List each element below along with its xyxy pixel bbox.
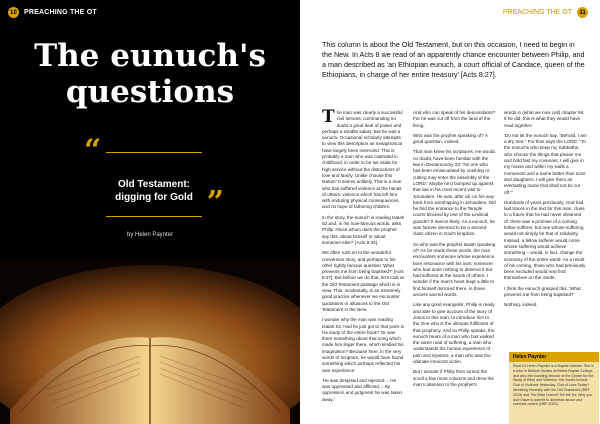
paragraph: We often rush on to the wonderful conversion story, and perhaps to his other rightly famous question 'What prevents me from being baptised?' [Acts 8:37]. But before we do that, let's look at the Old Testament passage which is in view. This, incidentally, is an extremely good practice whenever we encounter quotations or allusions to the Old Testament in the New. [322, 250, 404, 312]
paragraph: I wonder why the man was reading Isaiah 53. Had he just got to that point in his study of the entire book? Or was there something about that song which made him linger there, which kindled his imagination? Because here, in the very words of scripture, he would have found something which perhaps reflected his own experience: [322, 317, 405, 373]
title-line-2: questions [65, 74, 235, 110]
paragraph: Who was the prophet speaking of? A good question, indeed. [413, 132, 488, 145]
page-number-badge: 10 [8, 7, 19, 18]
series-title-line-2: digging for Gold [115, 192, 193, 203]
byline: by Helen Paynter [126, 232, 174, 238]
column-2 [413, 110, 496, 407]
paragraph-text: he man was clearly a successful civil servant, commanding no doubt a good deal of power and perhaps a sizable salary. But he was a eunuch. Occasional scholarly attempts to view this description as metaphorical have largely been overruled. This is probably a man who was castrated in childhood, in order to be set aside for high service without the distractions of love and family. Unlike choose this status? It seems unlikely. This is a man who has suffered violence at the hands of others; violence which has left him with enduring physical consequences, and no hope of fathering children. [322, 110, 403, 210]
top-rule [106, 152, 202, 153]
paragraph: 'Do not let the eunuch say, "Behold, I am a dry tree." For thus says the LORD: "To the eunuchs who keep my Sabbaths, who choose the things that please me and hold fast my covenant, I will give in my house and within my walls a monument and a name better than sons and daughters; I will give them an everlasting name that shall not be cut off."' [504, 132, 587, 195]
paragraph [322, 107, 405, 211]
section-label: PREACHING THE OT [24, 9, 97, 16]
page-number-badge: 11 [577, 7, 588, 18]
intro-paragraph: This column is about the Old Testament, but on this occasion, I need to begin in the New. In Acts 8 we read of an apparently chance encounter between Philip, and a man described as 'an Ethiopian eunuch, a court official of Candace, queen of the Ethiopians, in charge of her entire treasury' [Acts 8:27]. [322, 40, 585, 79]
paragraph: Nothing, indeed. [504, 302, 538, 308]
paragraph: So who was the prophet Isaiah speaking of? As he reads these words, the man encounters someone whose experience bore resonance with his own; someone who had done nothing to deserve it but had suffered at the hands of others. I wonder if the man's heart leapt a little to find himself mirrored there, in those ancient sacred words. [413, 241, 496, 298]
left-page-header [8, 7, 97, 18]
right-page [300, 0, 600, 424]
series-title [102, 178, 206, 204]
article-title [0, 38, 300, 110]
bio-text: Revd Dr Helen Paynter is a Baptist minister. She is a tutor in Biblical Studies at Bristol Baptist College, and also the founding director of the Centre for the Study of Bible and Violence. Her books include God of Violence Yesterday, God of Love Today? Wrestling Honestly with the Old Testament (BRF 2019) and The Bible Doesn't Tell Me So: Why you don't have to submit to domestic abuse and coercive control (BRF 2020). [513, 364, 594, 407]
open-bible-image [0, 260, 300, 424]
paragraph: I think the eunuch grasped this. 'What prevents me from being baptised?' [504, 285, 581, 298]
paragraph: In the story, the eunuch is reading Isaiah 53 and, in his now-famous words, asks Philip 'About whom does the prophet say this, about himself or about someone else?' [Acts 8:34]. [322, 214, 405, 245]
paragraph: And who can speak of his descendants? For he was cut off from the land of the living. [413, 110, 496, 128]
drop-cap: T [322, 107, 335, 127]
paragraph: Like any good evangelist, Philip is ready and able to give account of the story of Jesus to this man; to introduce him to the One who is the ultimate fulfilment of that prophecy. And so Philip speaks, the eunuch hears of a man who has walked the same road of suffering, a man who understands the human experience of pain and injustice, a man who was the ultimate innocent victim. [413, 302, 495, 364]
paragraph: 'He was despised and rejected… He was oppressed and afflicted… By oppression and judgment he was taken away.' [322, 377, 402, 402]
close-quote-icon: ” [206, 185, 224, 220]
bio-name: Helen Paynter [509, 352, 599, 362]
title-line-1: The eunuch's [34, 38, 266, 74]
open-quote-icon: “ [84, 133, 102, 168]
section-label: PREACHING THE OT [502, 9, 572, 16]
author-bio-box [509, 352, 599, 424]
column-1 [322, 107, 405, 407]
paragraph: words in (what we now call) chapter 56. If he did, this is what they would have read together: [504, 110, 585, 128]
paragraph: But I wonder if Philip then turned the scroll a few more columns and drew the man's attention to the prophet's [413, 369, 494, 387]
right-page-header [503, 7, 588, 18]
paragraph: That man knew his scriptures. He would, no doubt, have been familiar with the law in Deuteronomy 23: 'No one who has been emasculated by crushing or cutting may enter the assembly of the LORD.' Maybe he'd bumped up against that law in his most recent visit to Jerusalem. He was, after all, on his way back from worshipping in Jerusalem. Did he find the entrance to the Temple courts blocked by one of the Levitical guards? It seems likely. As a eunuch, he was forever deemed to be a second-class citizen in God's kingdom. [413, 149, 496, 237]
paragraph: Hundreds of years previously, God had laid traces in the text for this man, clues to a future that he had never dreamed of: there was a promise of a coming fellow sufferer, but one whose suffering would not simply be that of solidarity. Instead, a fellow sufferer would come whose suffering would achieve something – would, in fact, change the economy of the entire world. As a result of his coming, those who had previously been excluded would now find themselves on the inside. [504, 199, 586, 281]
series-box [84, 130, 224, 228]
bottom-rule [106, 216, 202, 217]
series-title-line-1: Old Testament: [117, 179, 191, 190]
